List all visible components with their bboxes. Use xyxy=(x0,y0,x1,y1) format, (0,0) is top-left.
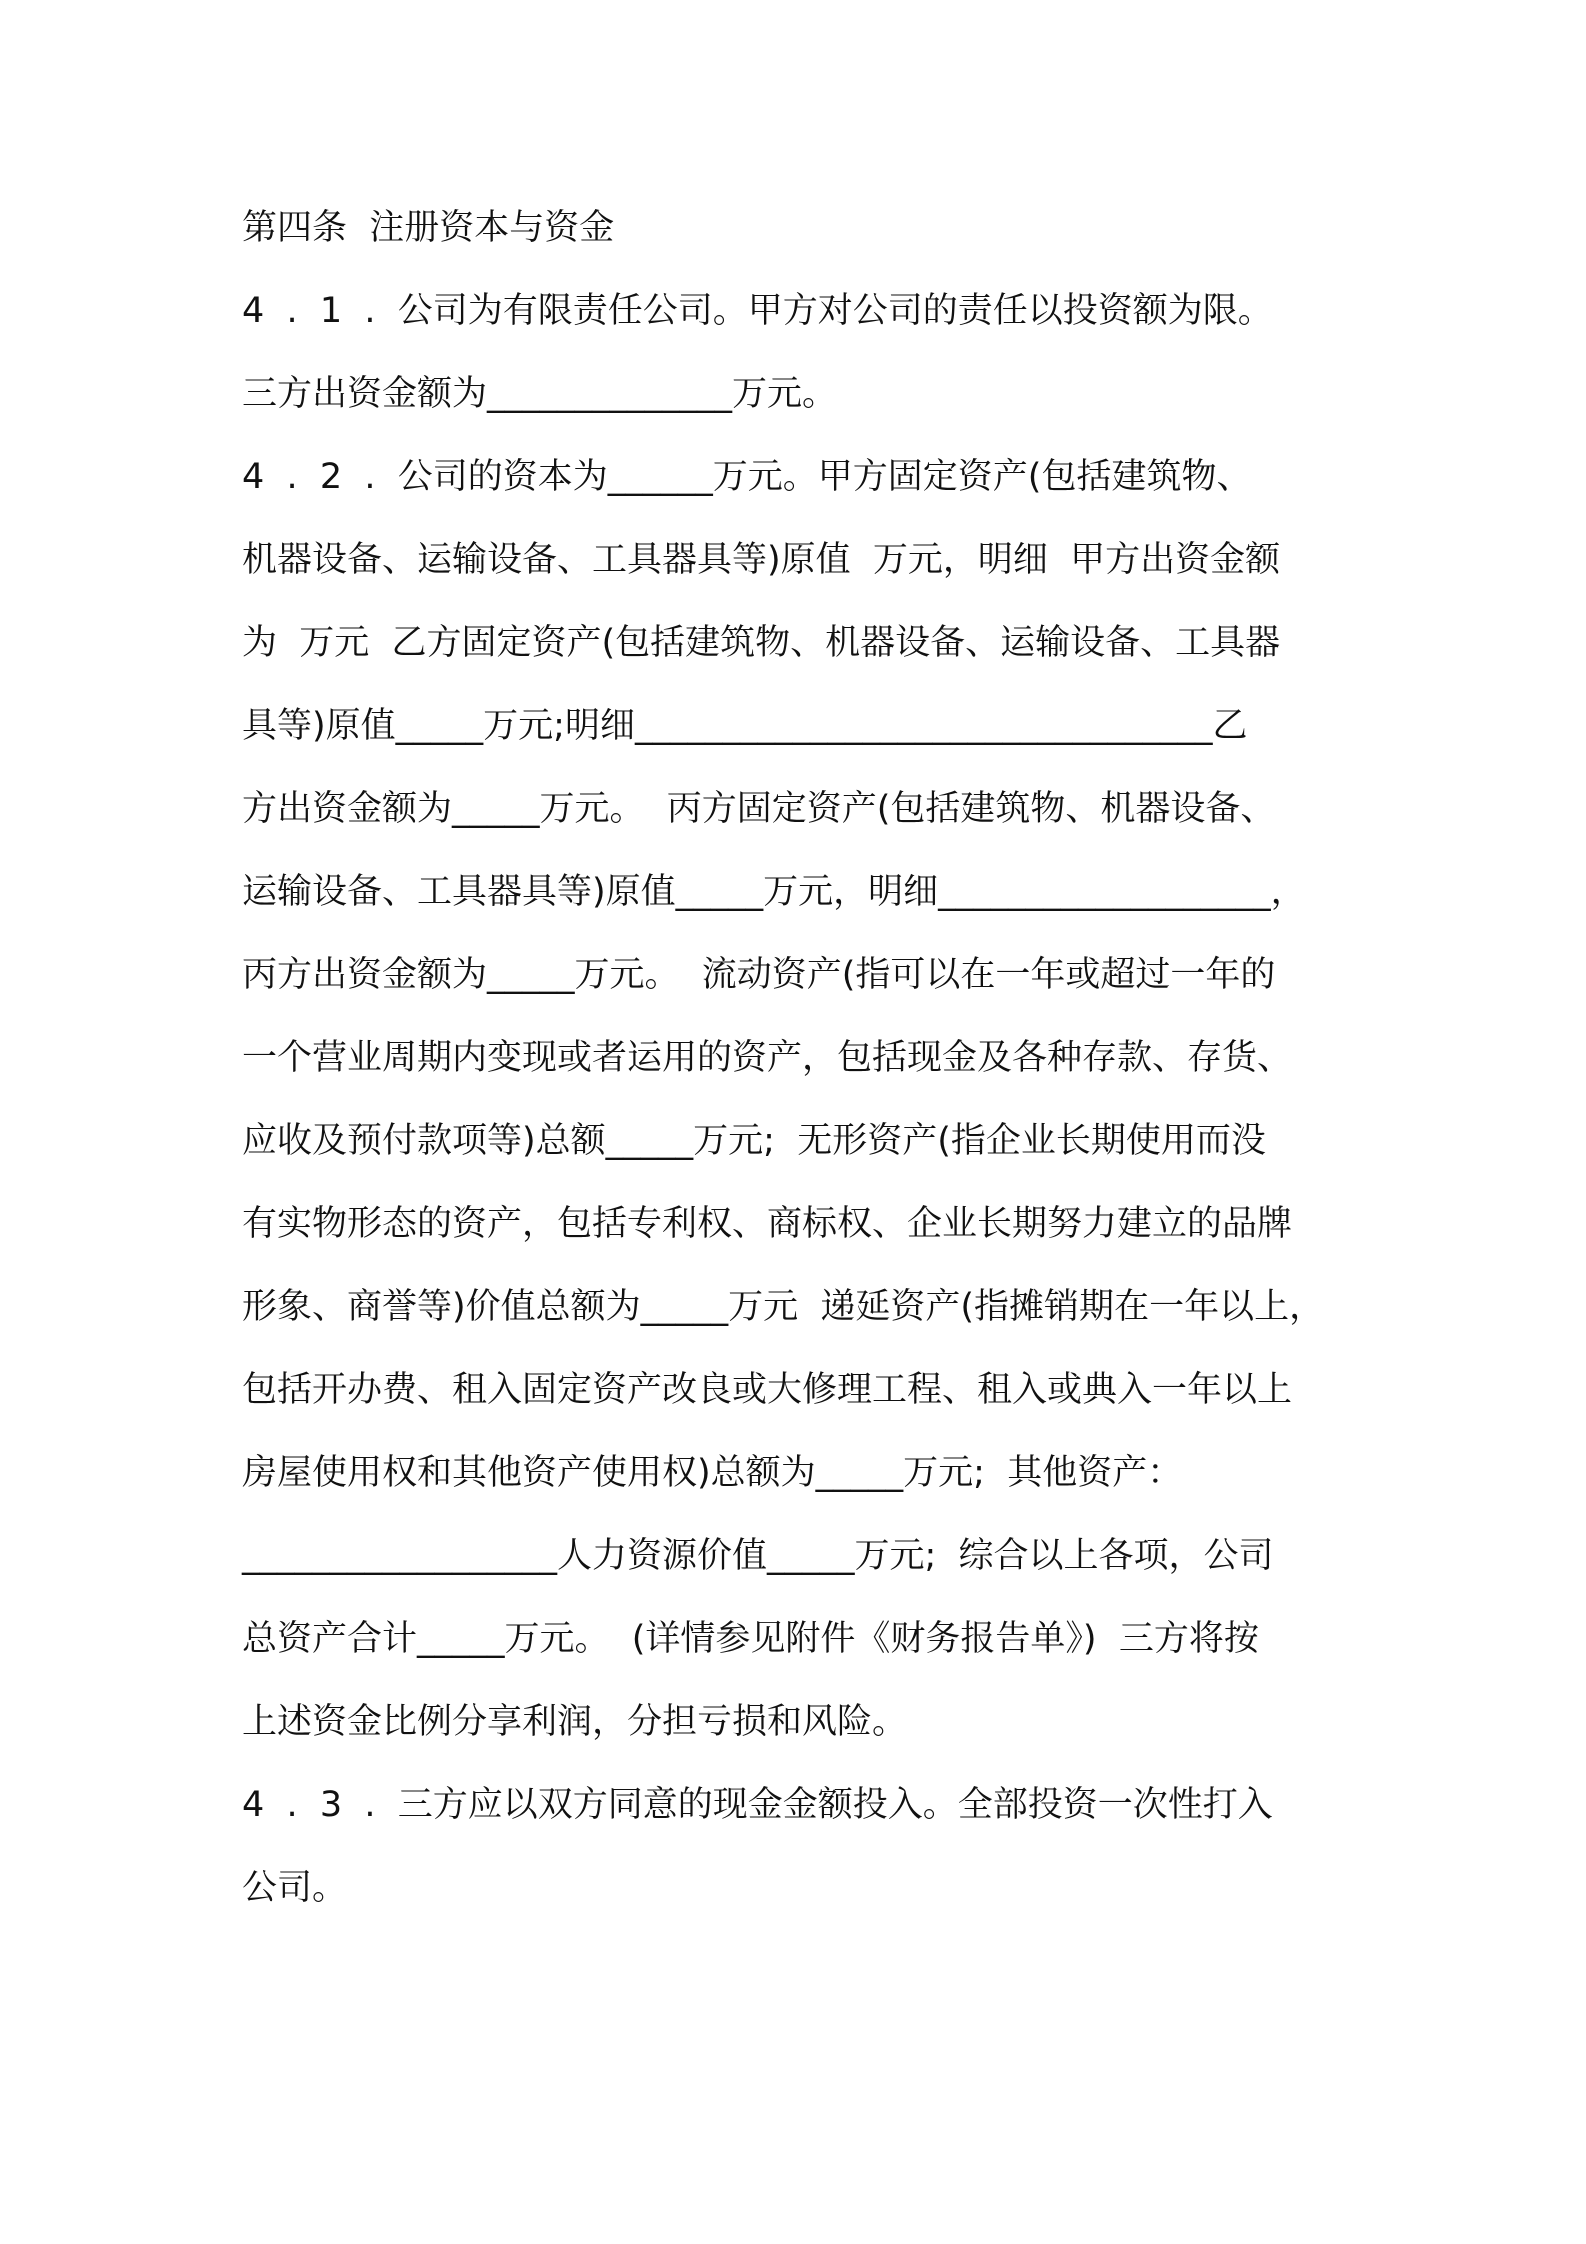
paragraph-line: 方出资金额为_____万元。 丙方固定资产(包括建筑物、机器设备、 xyxy=(242,789,1276,829)
paragraph-line: 包括开办费、租入固定资产改良或大修理工程、租入或典入一年以上 xyxy=(242,1370,1293,1410)
paragraph-line: 应收及预付款项等)总额_____万元; 无形资产(指企业长期使用而没 xyxy=(242,1121,1266,1161)
paragraph-line-4-2: 4 . 2 . 公司的资本为______万元。甲方固定资产(包括建筑物、 xyxy=(242,457,1252,497)
paragraph-line: 形象、商誉等)价值总额为_____万元 递延资产(指摊销期在一年以上， xyxy=(242,1287,1325,1327)
paragraph-line: 具等)原值_____万元;明细_________________________________乙 xyxy=(242,706,1248,746)
paragraph-line: 丙方出资金额为_____万元。 流动资产(指可以在一年或超过一年的 xyxy=(242,955,1276,995)
paragraph-line: 房屋使用权和其他资产使用权)总额为_____万元; 其他资产： xyxy=(242,1453,1183,1493)
paragraph-line: __________________人力资源价值_____万元; 综合以上各项，公司 xyxy=(242,1536,1274,1576)
section-heading: 第四条 注册资本与资金 xyxy=(242,208,615,248)
paragraph-line: 有实物形态的资产，包括专利权、商标权、企业长期努力建立的品牌 xyxy=(242,1204,1293,1244)
paragraph-line: 总资产合计_____万元。 (详情参见附件《财务报告单》) 三方将按 xyxy=(242,1619,1259,1659)
paragraph-line: 公司。 xyxy=(242,1868,348,1908)
paragraph-line-4-3: 4 . 3 . 三方应以双方同意的现金金额投入。全部投资一次性打入 xyxy=(242,1785,1273,1825)
paragraph-line: 为 万元 乙方固定资产(包括建筑物、机器设备、运输设备、工具器 xyxy=(242,623,1281,663)
paragraph-line: 上述资金比例分享利润，分担亏损和风险。 xyxy=(242,1702,908,1742)
paragraph-line: 三方出资金额为______________万元。 xyxy=(242,374,838,414)
paragraph-line: 机器设备、运输设备、工具器具等)原值 万元，明细 甲方出资金额 xyxy=(242,540,1281,580)
paragraph-line: 运输设备、工具器具等)原值_____万元，明细___________________， xyxy=(242,872,1306,912)
paragraph-line-4-1: 4 . 1 . 公司为有限责任公司。甲方对公司的责任以投资额为限。 xyxy=(242,291,1273,331)
paragraph-line: 一个营业周期内变现或者运用的资产，包括现金及各种存款、存货、 xyxy=(242,1038,1293,1078)
